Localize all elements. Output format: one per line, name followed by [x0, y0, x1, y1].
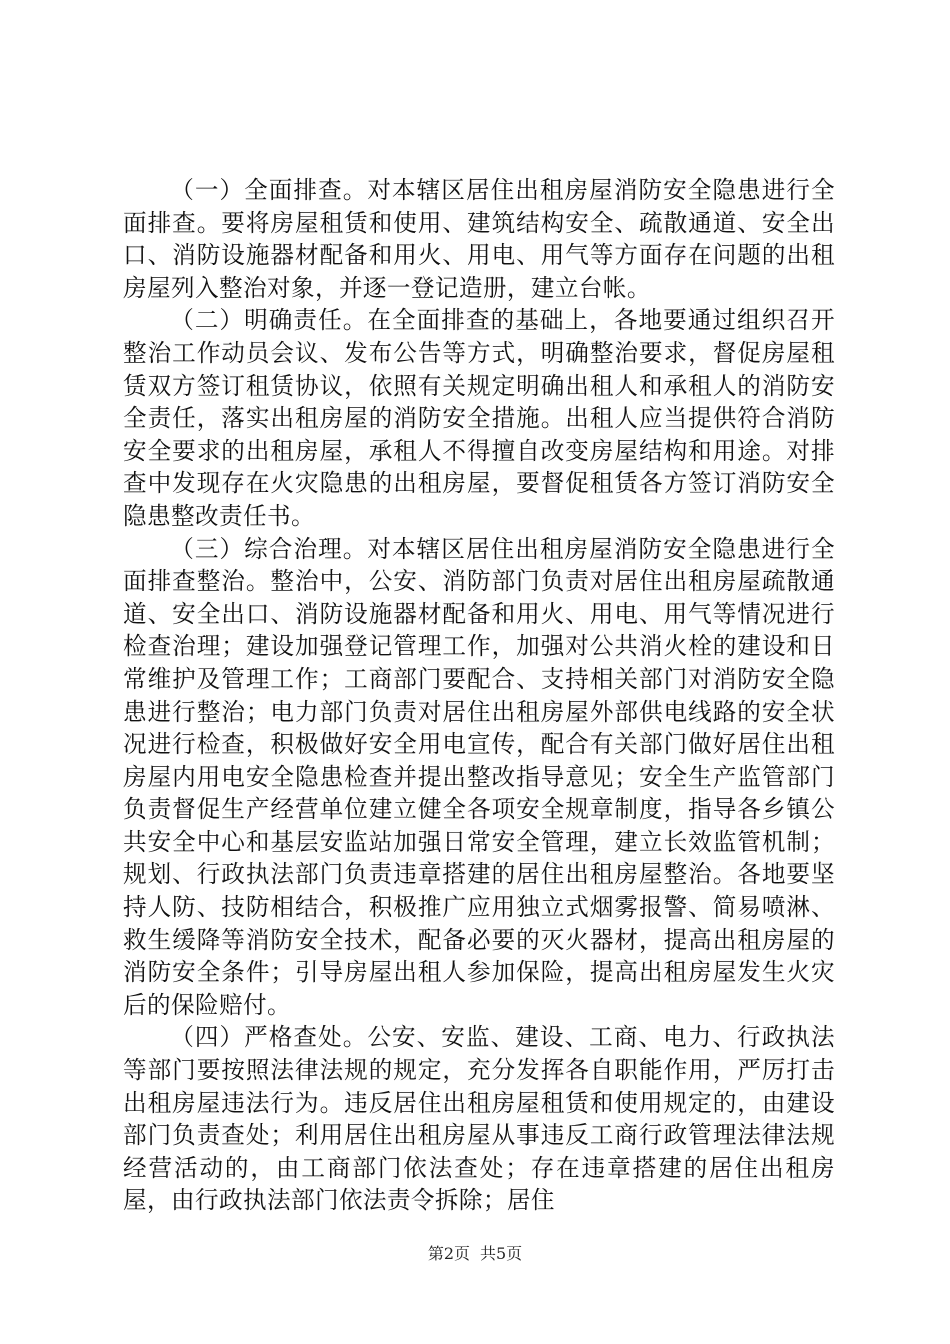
paragraph-2: （二）明确责任。在全面排查的基础上，各地要通过组织召开整治工作动员会议、发布公告等方式，明确整治要求，督促房屋租赁双方签订租赁协议，依照有关规定明确出租人和承租人的消防安全责任，落实出租房屋的消防安全措施。出租人应当提供符合消防安全要求的出租房屋，承租人不得擅自改变房屋结构和用途。对排查中发现存在火灾隐患的出租房屋，要督促租赁各方签订消防安全隐患整改责任书。 [123, 306, 835, 530]
document-body [123, 174, 835, 1217]
paragraph-4: （四）严格查处。公安、安监、建设、工商、电力、行政执法等部门要按照法律法规的规定，充分发挥各自职能作用，严厉打击出租房屋违法行为。违反居住出租房屋租赁和使用规定的，由建设部门负责查处；利用居住出租房屋从事违反工商行政管理法律法规经营活动的，由工商部门依法查处；存在违章搭建的居住出租房屋，由行政执法部门依法责令拆除；居住 [123, 1023, 835, 1215]
page-number: 第2页 [427, 1244, 470, 1263]
page-total: 共5页 [480, 1244, 523, 1263]
paragraph-3: （三）综合治理。对本辖区居住出租房屋消防安全隐患进行全面排查整治。整治中，公安、消防部门负责对居住出租房屋疏散通道、安全出口、消防设施器材配备和用火、用电、用气等情况进行检查治理；建设加强登记管理工作，加强对公共消火栓的建设和日常维护及管理工作；工商部门要配合、支持相关部门对消防安全隐患进行整治；电力部门负责对居住出租房屋外部供电线路的安全状况进行检查，积极做好安全用电宣传，配合有关部门做好居住出租房屋内用电安全隐患检查并提出整改指导意见；安全生产监管部门负责督促生产经营单位建立健全各项安全规章制度，指导各乡镇公共安全中心和基层安监站加强日常安全管理，建立长效监管机制；规划、行政执法部门负责违章搭建的居住出租房屋整治。各地要坚持人防、技防相结合，积极推广应用独立式烟雾报警、简易喷淋、救生缓降等消防安全技术，配备必要的灭火器材，提高出租房屋的消防安全条件；引导房屋出租人参加保险，提高出租房屋发生火灾后的保险赔付。 [123, 534, 835, 1019]
page-footer [0, 1244, 950, 1264]
paragraph-1: （一）全面排查。对本辖区居住出租房屋消防安全隐患进行全面排查。要将房屋租赁和使用、建筑结构安全、疏散通道、安全出口、消防设施器材配备和用火、用电、用气等方面存在问题的出租房屋列入整治对象，并逐一登记造册，建立台帐。 [123, 176, 835, 302]
